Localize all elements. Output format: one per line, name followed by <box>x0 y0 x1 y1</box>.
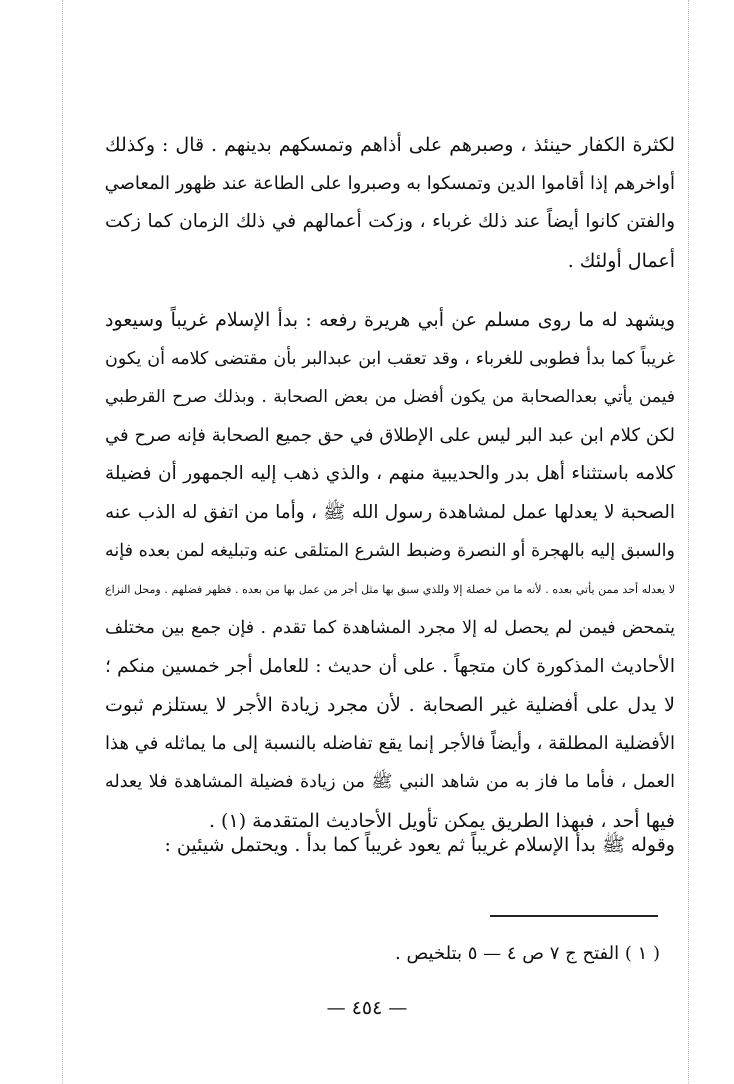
text-line: العمل ، فأما ما فاز به من شاهد النبي ﷺ من زيادة فضيلة المشاهدة فلا يعدله <box>105 772 675 792</box>
paragraph-3 <box>105 826 675 865</box>
text-line: لكن كلام ابن عبد البر ليس على الإطلاق في حق جميع الصحابة فإنه صرح في <box>105 424 675 446</box>
text-line: الصحبة لا يعدلها عمل لمشاهدة رسول الله ﷺ ، وأما من اتفق له الذب عنه <box>105 501 675 523</box>
paragraph-2 <box>105 301 675 840</box>
text-line: والفتن كانوا أيضاً عند ذلك غرباء ، وزكت أعمالهم في ذلك الزمان كما زكت <box>105 211 675 232</box>
text-line: كلامه باستثناء أهل بدر والحديبية منهم ، والذي ذهب إليه الجمهور أن فضيلة <box>105 463 675 484</box>
text-line: فيها أحد ، فبهذا الطريق يمكن تأويل الأحاديث المتقدمة (١) . <box>208 809 675 832</box>
text-line: ويشهد له ما روى مسلم عن أبي هريرة رفعه : بدأ الإسلام غريباً وسيعود <box>105 309 675 331</box>
text-line: لكثرة الكفار حينئذ ، وصبرهم على أذاهم وتمسكهم بدينهم . قال : وكذلك <box>105 134 675 156</box>
text-line: فيمن يأتي بعدالصحابة من يكون أفضل من بعض الصحابة . وبذلك صرح القرطبي <box>105 387 675 407</box>
text-line: والسبق إليه بالهجرة أو النصرة وضبط الشرع المتلقى عنه وتبليغه لمن بعده فإنه <box>105 541 675 561</box>
text-line: أعمال أولئك . <box>567 249 675 272</box>
paragraph-1 <box>105 126 675 280</box>
text-line: الأفضلية المطلقة ، وأيضاً فالأجر إنما يقع تفاضله بالنسبة إلى ما يماثله في هذا <box>105 732 675 754</box>
text-line: لا يعدله أحد ممن يأتي بعده . لأنه ما من خصلة إلا وللذي سبق بها مثل أجر من عمل بها من بعده . فظهر فضلهم . ومحل النزاع <box>105 582 675 596</box>
text-line: غريباً كما بدأ فطوبى للغرباء ، وقد تعقب ابن عبدالبر بأن مقتضى كلامه أن يكون <box>105 348 675 369</box>
text-line: يتمحض فيمن لم يحصل له إلا مجرد المشاهدة كما تقدم . فإن جمع بين مختلف <box>105 618 675 638</box>
text-line: لا يدل على أفضلية غير الصحابة . لأن مجرد زيادة الأجر لا يستلزم ثبوت <box>105 694 675 716</box>
right-margin-dotted-line <box>688 0 689 1084</box>
text-line: الأحاديث المذكورة كان متجهاً . على أن حديث : للعامل أجر خمسين منكم ؛ <box>105 655 675 677</box>
text-line: أواخرهم إذا أقاموا الدين وتمسكوا به وصبروا على الطاعة عند ظهور المعاصي <box>104 172 675 194</box>
footnote: ( ١ ) الفتح ج ٧ ص ٤ — ٥ بتلخيص . <box>395 943 660 964</box>
text-line: وقوله ﷺ بدأ الإسلام غريباً ثم يعود غريباً كما بدأ . ويحتمل شيئين : <box>164 834 675 856</box>
footnote-separator <box>490 915 658 917</box>
left-margin-dotted-line <box>62 0 63 1084</box>
page-number: — ٤٥٤ — <box>326 997 408 1019</box>
